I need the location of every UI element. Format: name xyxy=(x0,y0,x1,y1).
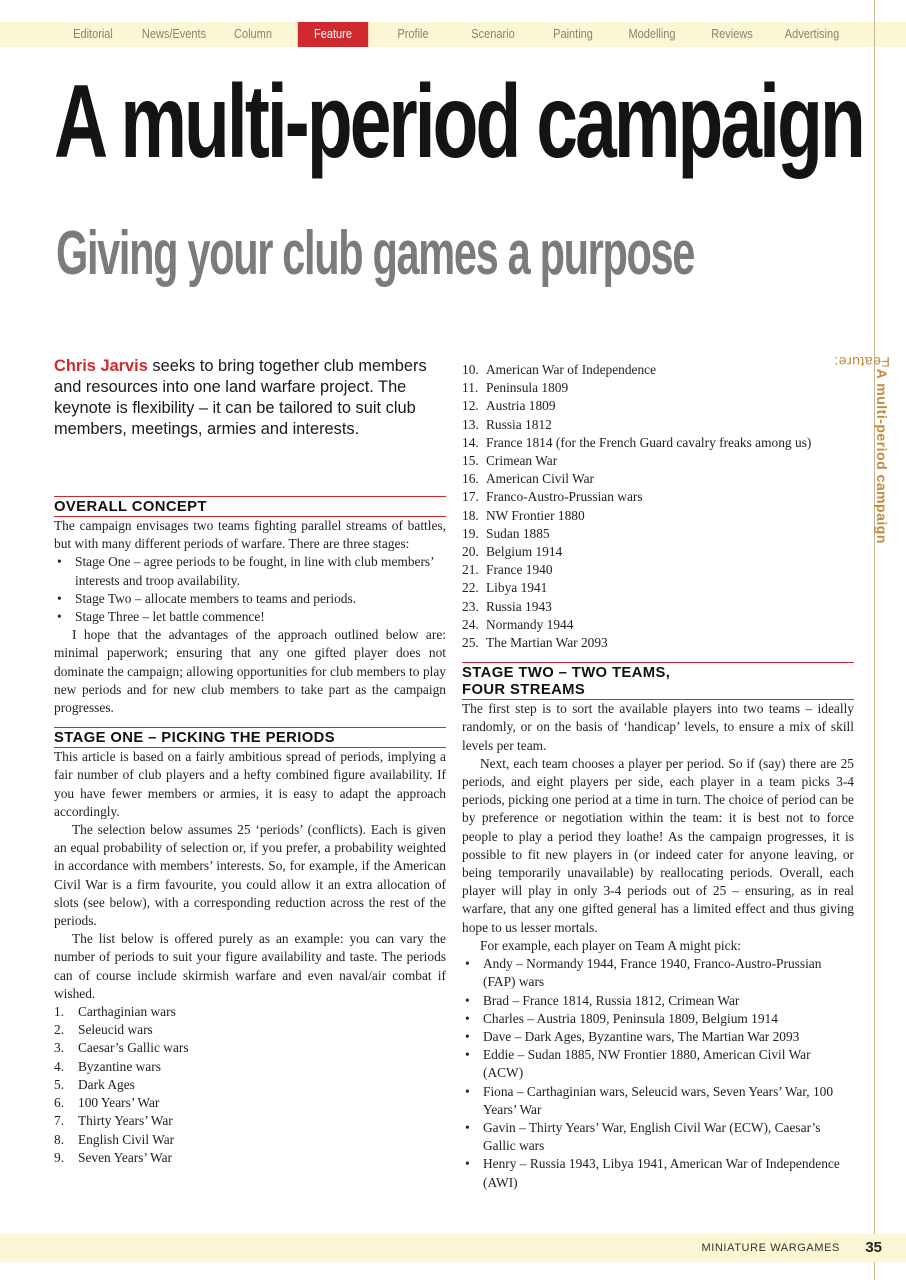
stage-one-p2: The selection below assumes 25 ‘periods’ (conflicts). Each is given an equal probability of selection or, if you prefer, a probability weighted in accordance with members’ interests. So, for example, if the American Civil War is a firm favourite, you could allow it an extra allocation of slots (see below), with a corresponding reduction across the rest of the periods. xyxy=(54,822,446,929)
stage-bullets xyxy=(54,553,446,626)
nav-modelling[interactable]: Modelling xyxy=(628,27,676,41)
standfirst xyxy=(54,356,446,440)
list-item: 12. Austria 1809 xyxy=(462,398,556,414)
list-item: 25. The Martian War 2093 xyxy=(462,635,608,651)
nav-column[interactable]: Column xyxy=(234,27,272,41)
list-item: 11. Peninsula 1809 xyxy=(462,380,569,396)
list-item: 23. Russia 1943 xyxy=(462,598,552,614)
stage-two-p2: Next, each team chooses a player per period. So if (say) there are 25 periods, and eight players per side, each player in a team picks 3-4 periods, picking one period at a time in turn. The choice of period can be by preference or negotiation within the team: it is best not to force people to play a period they loathe! As the campaign progresses, it is possible to fit new players in (or indeed cater for anyone leaving, or being temporarily unavailable) by reallocating periods. Overall, each player will play in only 3-4 periods out of 25 – ensuring, as in real warfare, that any one gifted general has a limited effect and thus giving hope to us lesser mortals. xyxy=(462,755,854,935)
list-item: • Fiona – Carthaginian wars, Seleucid wars, Seven Years’ War, 100 Years’ War xyxy=(462,1083,854,1119)
team-a-picks xyxy=(462,955,854,1192)
overall-concept-p2: I hope that the advantages of the approach outlined below are: minimal paperwork; ensuring that any one gifted player does not dominate the campaign; allowing opportunities for club members to play new periods and for new club members to take part as the campaign progresses. xyxy=(54,627,446,716)
list-item: 3. Caesar’s Gallic wars xyxy=(54,1040,189,1056)
list-item: 1. Carthaginian wars xyxy=(54,1004,176,1020)
nav-painting[interactable]: Painting xyxy=(553,27,593,41)
list-item: • Henry – Russia 1943, Libya 1941, American War of Independence (AWI) xyxy=(462,1155,854,1191)
list-item: 18. NW Frontier 1880 xyxy=(462,507,585,523)
standfirst-text: seeks to bring together club members and resources into one land warfare project. The keynote is flexibility – it can be tailored to suit club members, meetings, armies and interests. xyxy=(54,357,427,438)
list-item: • Dave – Dark Ages, Byzantine wars, The Martian War 2093 xyxy=(462,1028,854,1046)
article-title: A multi-period campaign xyxy=(54,64,863,180)
nav-scenario[interactable]: Scenario xyxy=(471,27,515,41)
side-running-head xyxy=(833,354,900,600)
list-item: • Charles – Austria 1809, Peninsula 1809, Belgium 1914 xyxy=(462,1010,854,1028)
list-item: 7. Thirty Years’ War xyxy=(54,1113,173,1129)
nav-news-events[interactable]: News/Events xyxy=(141,27,207,41)
heading-overall-concept: OVERALL CONCEPT xyxy=(54,496,446,517)
nav-advertising[interactable]: Advertising xyxy=(784,27,840,41)
overall-concept-p1: The campaign envisages two teams fighting parallel streams of battles, but with many different periods of warfare. There are three stages: xyxy=(54,518,446,552)
nav-editorial[interactable]: Editorial xyxy=(73,27,113,41)
list-item: 24. Normandy 1944 xyxy=(462,616,574,632)
stage-two-p3: For example, each player on Team A might pick: xyxy=(480,937,741,953)
nav-feature[interactable]: Feature xyxy=(298,22,368,47)
list-item: 5. Dark Ages xyxy=(54,1076,135,1092)
list-item: • Gavin – Thirty Years’ War, English Civil War (ECW), Caesar’s Gallic wars xyxy=(462,1119,854,1155)
author-name: Chris Jarvis xyxy=(54,357,148,375)
right-column xyxy=(462,361,854,1192)
heading-stage-two xyxy=(462,662,854,700)
list-item: 19. Sudan 1885 xyxy=(462,525,550,541)
heading-line: FOUR STREAMS xyxy=(462,682,586,699)
heading-stage-one: STAGE ONE – PICKING THE PERIODS xyxy=(54,727,446,748)
list-item: • Andy – Normandy 1944, France 1940, Franco-Austro-Prussian (FAP) wars xyxy=(462,955,854,991)
list-item: 22. Libya 1941 xyxy=(462,580,548,596)
nav-reviews[interactable]: Reviews xyxy=(711,27,753,41)
page-number: 35 xyxy=(865,1239,882,1256)
list-item: • Eddie – Sudan 1885, NW Frontier 1880, American Civil War (ACW) xyxy=(462,1046,854,1082)
list-item: 10. American War of Independence xyxy=(462,362,657,377)
page-footer xyxy=(0,1234,906,1262)
stage-one-p1: This article is based on a fairly ambitious spread of periods, implying a fair number of club players and a hefty combined figure availability. If you have fewer members or armies, it is easy to adapt the approach accordingly. xyxy=(54,749,446,819)
heading-line: STAGE TWO – TWO TEAMS, xyxy=(462,665,671,682)
stage-two-p1: The first step is to sort the available players into two teams – ideally randomly, or on the basis of ‘handicap’ levels, to ensure a mix of skill levels per team. xyxy=(462,701,854,753)
side-label-title: A multi-period campaign xyxy=(874,368,890,544)
publication-name: MINIATURE WARGAMES xyxy=(701,1242,840,1254)
list-item: 8. English Civil War xyxy=(54,1131,175,1147)
section-nav xyxy=(0,22,906,47)
period-list-part2 xyxy=(462,361,854,652)
list-item: 21. France 1940 xyxy=(462,562,553,578)
list-item: 2. Seleucid wars xyxy=(54,1022,153,1038)
list-item: 20. Belgium 1914 xyxy=(462,544,563,560)
list-item: • Brad – France 1814, Russia 1812, Crimean War xyxy=(462,992,854,1010)
nav-profile[interactable]: Profile xyxy=(397,27,429,41)
period-list-part1 xyxy=(54,1003,446,1167)
article-subtitle: Giving your club games a purpose xyxy=(56,219,695,288)
side-label-prefix: Feature: xyxy=(833,354,890,370)
list-item: • Stage Two – allocate members to teams and periods. xyxy=(54,590,446,608)
list-item: 16. American Civil War xyxy=(462,471,595,487)
list-item: 13. Russia 1812 xyxy=(462,416,552,432)
left-column xyxy=(54,356,446,1167)
list-item: • Stage One – agree periods to be fought, in line with club members’ interests and troop availability. xyxy=(54,553,446,589)
list-item: 4. Byzantine wars xyxy=(54,1058,161,1074)
list-item: 14. France 1814 (for the French Guard cavalry freaks among us) xyxy=(462,434,812,450)
list-item: 15. Crimean War xyxy=(462,453,558,469)
margin-rule xyxy=(874,0,875,1280)
list-item: 17. Franco-Austro-Prussian wars xyxy=(462,489,643,505)
stage-one-p3: The list below is offered purely as an example: you can vary the number of periods to suit your figure availability and taste. The periods can of course include skirmish warfare and even naval/air combat if wished. xyxy=(54,931,446,1001)
list-item: 9. Seven Years’ War xyxy=(54,1149,172,1165)
list-item: 6. 100 Years’ War xyxy=(54,1095,160,1111)
list-item: • Stage Three – let battle commence! xyxy=(54,608,446,626)
